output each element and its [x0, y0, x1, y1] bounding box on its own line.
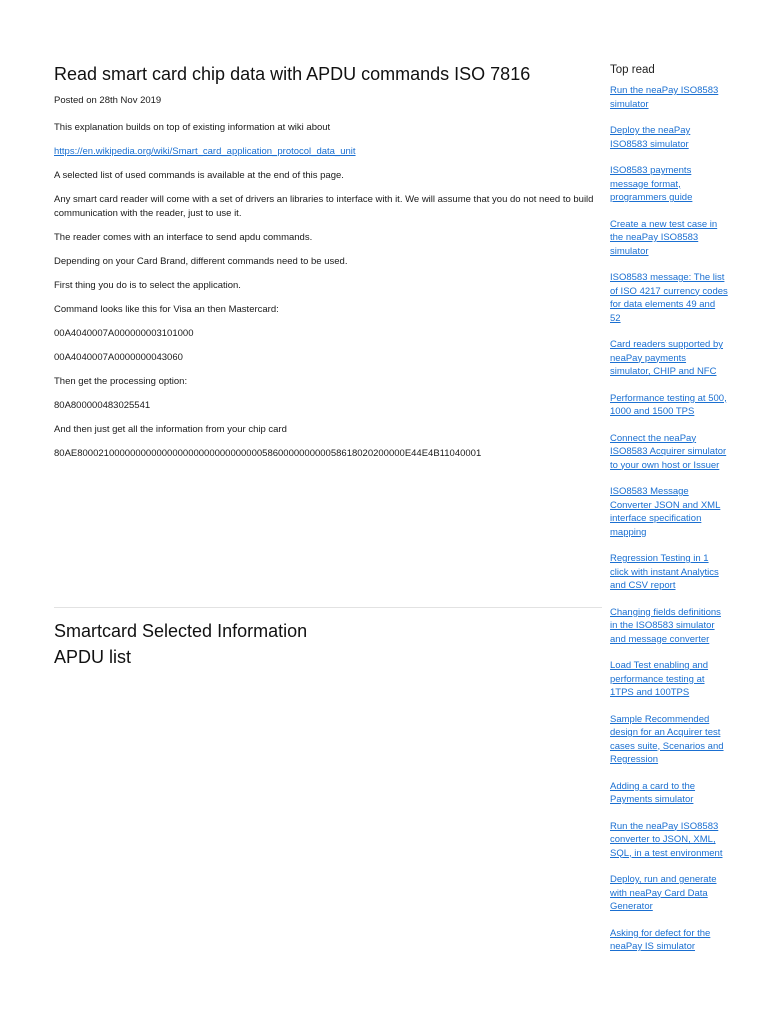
- top-read-link[interactable]: Changing fields definitions in the ISO8583 simulator and message converter: [610, 606, 721, 645]
- top-read-link[interactable]: Run the neaPay ISO8583 simulator: [610, 85, 719, 110]
- list-item: [610, 485, 728, 539]
- list-item: [610, 606, 728, 647]
- list-item: [610, 84, 728, 111]
- list-item: [610, 124, 728, 151]
- top-read-link[interactable]: Regression Testing in 1 click with instant Analytics and CSV report: [610, 553, 719, 591]
- paragraph-intro: This explanation builds on top of existing information at wiki about: [54, 122, 331, 133]
- paragraph-commands-note: A selected list of used commands is available at the end of this page.: [54, 170, 344, 181]
- paragraph-card-brand: Depending on your Card Brand, different commands need to be used.: [54, 256, 348, 267]
- top-read-link[interactable]: Asking for defect for the neaPay IS simulator: [610, 927, 711, 952]
- top-read-link[interactable]: ISO8583 payments message format, programmers guide: [610, 165, 693, 203]
- list-item: [610, 820, 728, 861]
- top-read-link[interactable]: Card readers supported by neaPay payments simulator, CHIP and NFC: [610, 339, 724, 377]
- section-title-line1: Smartcard Selected Information: [54, 621, 308, 641]
- section-divider: [54, 607, 602, 608]
- sidebar-heading: Top read: [610, 64, 655, 76]
- list-item: [610, 780, 728, 807]
- list-item: [610, 432, 728, 473]
- paragraph-command-intro: Command looks like this for Visa an then Mastercard:: [54, 304, 279, 315]
- top-read-link[interactable]: Sample Recommended design for an Acquirer test cases suite, Scenarios and Regression: [610, 713, 724, 765]
- article: [54, 62, 602, 471]
- paragraph-get-info: And then just get all the information from your chip card: [54, 424, 287, 435]
- top-read-link[interactable]: Adding a card to the Payments simulator: [610, 780, 696, 805]
- paragraph-processing-option: Then get the processing option:: [54, 376, 188, 387]
- post-date: Posted on 28th Nov 2019: [54, 95, 162, 106]
- top-read-link[interactable]: Create a new test case in the neaPay ISO8583 simulator: [610, 218, 718, 257]
- wikipedia-link[interactable]: https://en.wikipedia.org/wiki/Smart_card_application_protocol_data_unit: [54, 146, 356, 157]
- list-item: [610, 659, 728, 700]
- top-read-link[interactable]: Connect the neaPay ISO8583 Acquirer simulator to your own host or Issuer: [610, 432, 727, 471]
- list-item: [610, 873, 728, 914]
- top-read-link[interactable]: Deploy, run and generate with neaPay Card Data Generator: [610, 874, 717, 912]
- paragraph-interface: The reader comes with an interface to send apdu commands.: [54, 232, 313, 243]
- list-item: [610, 338, 728, 379]
- list-item: [610, 713, 728, 767]
- apdu-visa-select: 00A4040007A000000003101000: [54, 328, 194, 339]
- page-title: Read smart card chip data with APDU commands ISO 7816: [54, 64, 531, 84]
- top-read-sidebar: [610, 62, 728, 967]
- paragraph-drivers: Any smart card reader will come with a set of drivers an libraries to interface with it. We will assume that you do not need to build communication with the reader, just to use it.: [54, 194, 594, 219]
- top-read-link[interactable]: Deploy the neaPay ISO8583 simulator: [610, 125, 691, 150]
- list-item: [610, 218, 728, 259]
- top-read-link[interactable]: Load Test enabling and performance testing at 1TPS and 100TPS: [610, 660, 709, 698]
- list-item: [610, 164, 728, 205]
- apdu-mastercard-select: 00A4040007A0000000043060: [54, 352, 183, 363]
- top-read-list: [610, 84, 728, 954]
- section-title-line2: APDU list: [54, 647, 132, 667]
- apdu-list-section: [54, 618, 594, 670]
- top-read-link[interactable]: Run the neaPay ISO8583 converter to JSON, XML, SQL, in a test environment: [610, 820, 723, 859]
- top-read-link[interactable]: ISO8583 message: The list of ISO 4217 currency codes for data elements 49 and 52: [610, 272, 728, 324]
- top-read-link[interactable]: ISO8583 Message Converter JSON and XML interface specification mapping: [610, 486, 721, 538]
- list-item: [610, 927, 728, 954]
- list-item: [610, 392, 728, 419]
- list-item: [610, 271, 728, 325]
- top-read-link[interactable]: Performance testing at 500, 1000 and 1500 TPS: [610, 392, 727, 417]
- paragraph-select-app: First thing you do is to select the application.: [54, 280, 241, 291]
- list-item: [610, 552, 728, 593]
- apdu-generate-ac: 80AE80002100000000000000000000000000000586000000000058618020200000E44E4B11040001: [54, 448, 482, 459]
- apdu-gpo: 80A800000483025541: [54, 400, 151, 411]
